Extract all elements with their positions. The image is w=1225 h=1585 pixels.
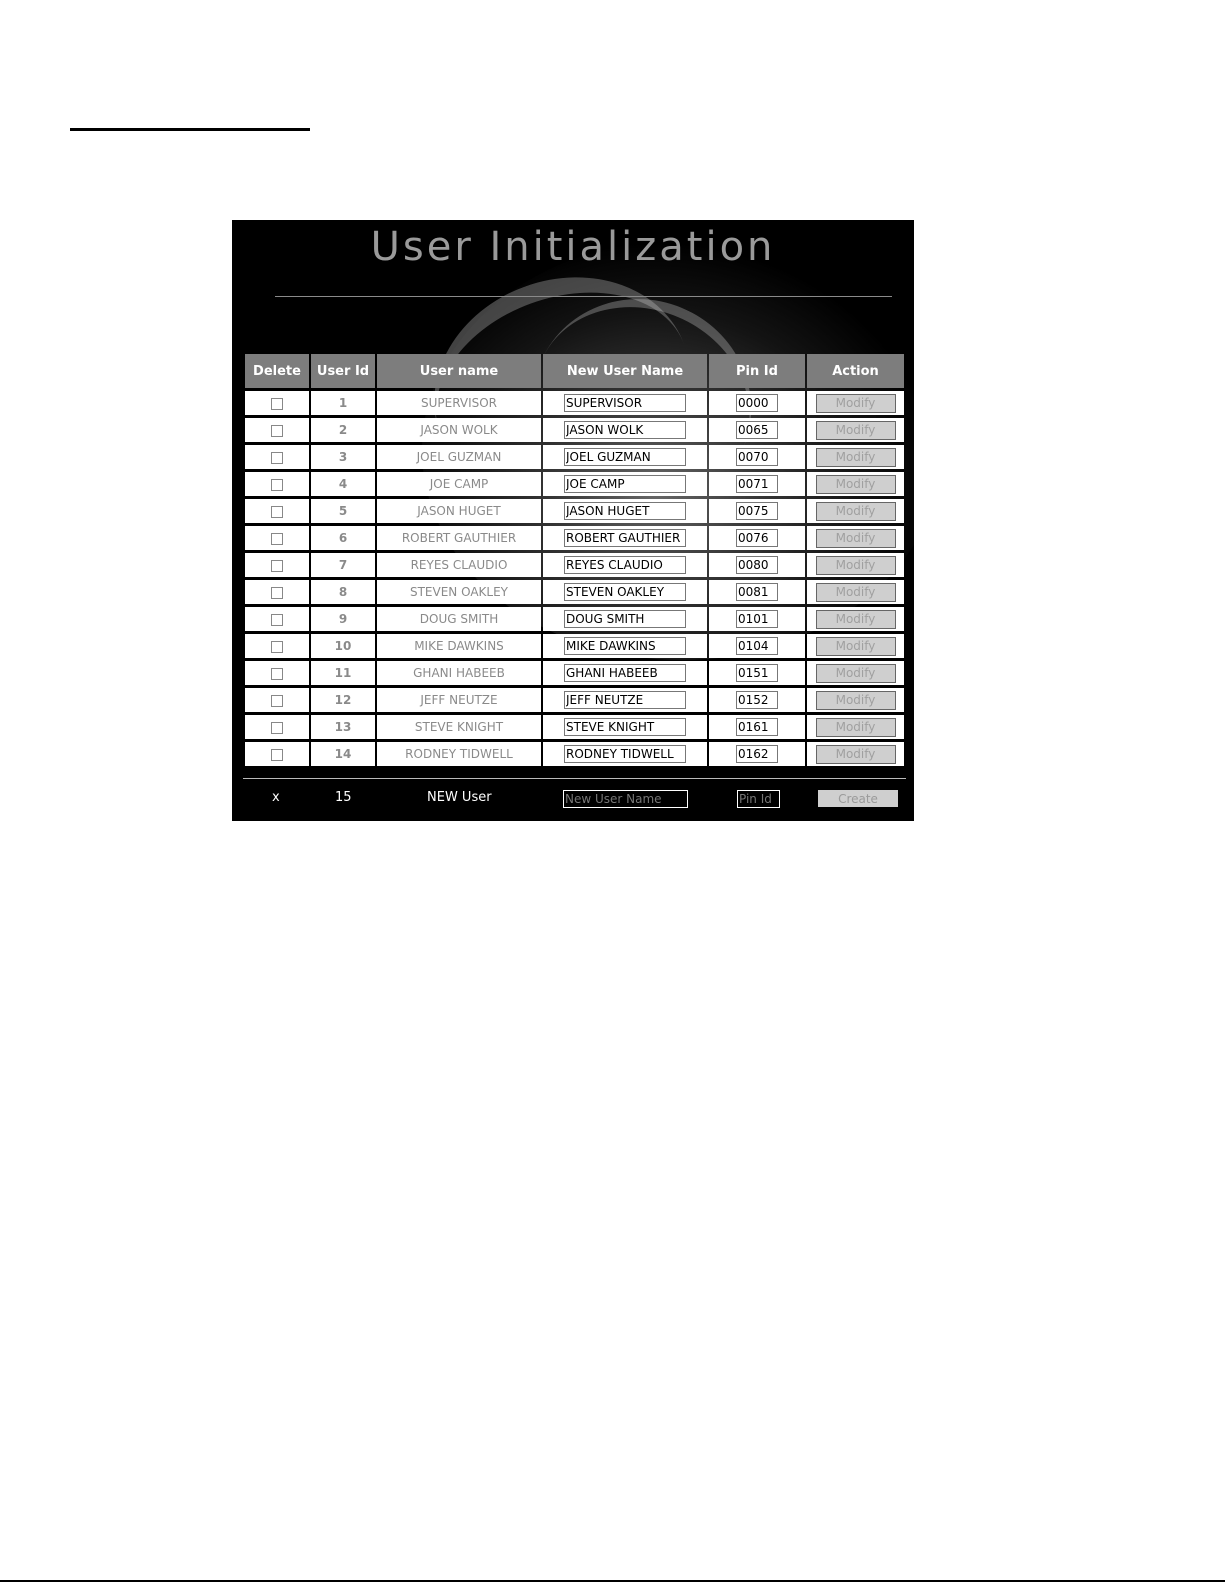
new-user-name-input[interactable] xyxy=(564,718,686,736)
new-user-name-input[interactable] xyxy=(564,502,686,520)
new-row-delete-mark: x xyxy=(272,790,280,805)
user-id-cell: 11 xyxy=(311,661,375,685)
header-action: Action xyxy=(807,354,904,388)
modify-button[interactable]: Modify xyxy=(816,718,896,737)
action-cell xyxy=(807,742,904,766)
pin-id-input[interactable] xyxy=(736,394,778,412)
new-user-name-input[interactable] xyxy=(564,745,686,763)
action-cell xyxy=(807,418,904,442)
user-name-cell: JOEL GUZMAN xyxy=(377,445,541,469)
pin-id-cell xyxy=(709,526,805,550)
table-header-row xyxy=(245,354,904,388)
pin-id-cell xyxy=(709,661,805,685)
header-user-id: User Id xyxy=(311,354,375,388)
user-id-cell: 1 xyxy=(311,391,375,415)
action-cell xyxy=(807,391,904,415)
modify-button[interactable]: Modify xyxy=(816,745,896,764)
user-name-cell: STEVE KNIGHT xyxy=(377,715,541,739)
new-user-name-input[interactable] xyxy=(564,529,686,547)
user-name-cell: JASON WOLK xyxy=(377,418,541,442)
pin-id-cell xyxy=(709,742,805,766)
modify-button[interactable]: Modify xyxy=(816,583,896,602)
table-row xyxy=(245,688,904,712)
delete-cell xyxy=(245,499,309,523)
table-row xyxy=(245,499,904,523)
new-row-user-id: 15 xyxy=(335,790,352,805)
pin-id-input[interactable] xyxy=(736,502,778,520)
user-name-cell: DOUG SMITH xyxy=(377,607,541,631)
modify-button[interactable]: Modify xyxy=(816,610,896,629)
user-name-cell: JASON HUGET xyxy=(377,499,541,523)
user-id-cell: 2 xyxy=(311,418,375,442)
pin-id-input[interactable] xyxy=(736,475,778,493)
pin-id-cell xyxy=(709,634,805,658)
new-user-name-input[interactable] xyxy=(564,664,686,682)
delete-checkbox[interactable] xyxy=(271,506,283,518)
pin-id-input[interactable] xyxy=(736,556,778,574)
table-row xyxy=(245,715,904,739)
delete-checkbox[interactable] xyxy=(271,452,283,464)
delete-checkbox[interactable] xyxy=(271,398,283,410)
pin-id-input[interactable] xyxy=(736,691,778,709)
delete-cell xyxy=(245,391,309,415)
delete-cell xyxy=(245,688,309,712)
delete-checkbox[interactable] xyxy=(271,668,283,680)
new-user-name-cell xyxy=(543,607,707,631)
delete-cell xyxy=(245,418,309,442)
new-user-name-input[interactable] xyxy=(563,790,688,808)
pin-id-cell xyxy=(709,472,805,496)
new-user-name-cell xyxy=(543,715,707,739)
user-id-cell: 6 xyxy=(311,526,375,550)
delete-checkbox[interactable] xyxy=(271,749,283,761)
user-name-cell: GHANI HABEEB xyxy=(377,661,541,685)
table-row xyxy=(245,418,904,442)
pin-id-cell xyxy=(709,391,805,415)
new-user-name-input[interactable] xyxy=(564,448,686,466)
action-cell xyxy=(807,526,904,550)
page-title: User Initialization xyxy=(370,224,776,270)
new-user-name-input[interactable] xyxy=(564,475,686,493)
new-user-name-cell xyxy=(543,553,707,577)
user-name-cell: SUPERVISOR xyxy=(377,391,541,415)
table-row xyxy=(245,472,904,496)
pin-id-input[interactable] xyxy=(736,448,778,466)
delete-checkbox[interactable] xyxy=(271,425,283,437)
action-cell xyxy=(807,715,904,739)
new-user-row xyxy=(232,786,914,816)
action-cell xyxy=(807,445,904,469)
user-id-cell: 5 xyxy=(311,499,375,523)
new-row-separator xyxy=(243,778,906,779)
modify-button[interactable]: Modify xyxy=(816,664,896,683)
delete-checkbox[interactable] xyxy=(271,695,283,707)
modify-button[interactable]: Modify xyxy=(816,502,896,521)
delete-checkbox[interactable] xyxy=(271,587,283,599)
top-rule xyxy=(70,128,310,131)
table-row xyxy=(245,526,904,550)
modify-button[interactable]: Modify xyxy=(816,637,896,656)
user-initialization-panel xyxy=(232,220,914,821)
action-cell xyxy=(807,553,904,577)
modify-button[interactable]: Modify xyxy=(816,691,896,710)
action-cell xyxy=(807,499,904,523)
new-user-name-cell xyxy=(543,580,707,604)
user-id-cell: 8 xyxy=(311,580,375,604)
pin-id-cell xyxy=(709,445,805,469)
delete-cell xyxy=(245,661,309,685)
new-user-name-cell xyxy=(543,391,707,415)
table-row xyxy=(245,391,904,415)
new-user-name-cell xyxy=(543,445,707,469)
delete-cell xyxy=(245,445,309,469)
user-name-cell: JEFF NEUTZE xyxy=(377,688,541,712)
modify-button[interactable]: Modify xyxy=(816,421,896,440)
pin-id-cell xyxy=(709,580,805,604)
new-user-name-input[interactable] xyxy=(564,394,686,412)
delete-checkbox[interactable] xyxy=(271,533,283,545)
pin-id-cell xyxy=(709,607,805,631)
pin-id-cell xyxy=(709,499,805,523)
user-id-cell: 9 xyxy=(311,607,375,631)
action-cell xyxy=(807,607,904,631)
new-row-user-name: NEW User xyxy=(427,790,492,805)
user-name-cell: REYES CLAUDIO xyxy=(377,553,541,577)
table-row xyxy=(245,445,904,469)
action-cell xyxy=(807,580,904,604)
delete-cell xyxy=(245,607,309,631)
table-row xyxy=(245,634,904,658)
pin-id-input[interactable] xyxy=(736,637,778,655)
new-user-name-cell xyxy=(543,634,707,658)
new-user-name-cell xyxy=(543,526,707,550)
user-id-cell: 4 xyxy=(311,472,375,496)
delete-cell xyxy=(245,715,309,739)
delete-cell xyxy=(245,553,309,577)
new-user-name-cell xyxy=(543,661,707,685)
table-row xyxy=(245,607,904,631)
user-id-cell: 10 xyxy=(311,634,375,658)
pin-id-cell xyxy=(709,553,805,577)
user-id-cell: 3 xyxy=(311,445,375,469)
modify-button[interactable]: Modify xyxy=(816,556,896,575)
table-row xyxy=(245,661,904,685)
new-pin-id-input[interactable] xyxy=(737,790,780,808)
create-button[interactable]: Create xyxy=(818,790,898,807)
table-row xyxy=(245,553,904,577)
action-cell xyxy=(807,688,904,712)
new-user-name-cell xyxy=(543,472,707,496)
pin-id-cell xyxy=(709,688,805,712)
delete-cell xyxy=(245,472,309,496)
pin-id-cell xyxy=(709,418,805,442)
new-user-name-cell xyxy=(543,688,707,712)
action-cell xyxy=(807,661,904,685)
delete-cell xyxy=(245,580,309,604)
user-name-cell: RODNEY TIDWELL xyxy=(377,742,541,766)
table-row xyxy=(245,742,904,766)
new-user-name-cell xyxy=(543,499,707,523)
pin-id-input[interactable] xyxy=(736,583,778,601)
bottom-rule xyxy=(0,1580,1225,1582)
delete-checkbox[interactable] xyxy=(271,560,283,572)
pin-id-input[interactable] xyxy=(736,421,778,439)
modify-button[interactable]: Modify xyxy=(816,394,896,413)
user-name-cell: STEVEN OAKLEY xyxy=(377,580,541,604)
new-user-name-cell xyxy=(543,742,707,766)
modify-button[interactable]: Modify xyxy=(816,529,896,548)
delete-checkbox[interactable] xyxy=(271,479,283,491)
new-user-name-input[interactable] xyxy=(564,556,686,574)
header-pin-id: Pin Id xyxy=(709,354,805,388)
delete-cell xyxy=(245,742,309,766)
pin-id-input[interactable] xyxy=(736,718,778,736)
action-cell xyxy=(807,634,904,658)
users-table xyxy=(243,351,906,769)
table-row xyxy=(245,580,904,604)
delete-checkbox[interactable] xyxy=(271,641,283,653)
delete-checkbox[interactable] xyxy=(271,614,283,626)
delete-cell xyxy=(245,634,309,658)
delete-checkbox[interactable] xyxy=(271,722,283,734)
header-user-name: User name xyxy=(377,354,541,388)
new-user-name-input[interactable] xyxy=(564,691,686,709)
user-id-cell: 13 xyxy=(311,715,375,739)
user-id-cell: 14 xyxy=(311,742,375,766)
modify-button[interactable]: Modify xyxy=(816,448,896,467)
new-user-name-input[interactable] xyxy=(564,583,686,601)
pin-id-input[interactable] xyxy=(736,610,778,628)
user-id-cell: 12 xyxy=(311,688,375,712)
pin-id-cell xyxy=(709,715,805,739)
new-user-name-input[interactable] xyxy=(564,637,686,655)
action-cell xyxy=(807,472,904,496)
modify-button[interactable]: Modify xyxy=(816,475,896,494)
pin-id-input[interactable] xyxy=(736,664,778,682)
pin-id-input[interactable] xyxy=(736,745,778,763)
new-user-name-input[interactable] xyxy=(564,610,686,628)
new-user-name-input[interactable] xyxy=(564,421,686,439)
user-name-cell: MIKE DAWKINS xyxy=(377,634,541,658)
header-new-user-name: New User Name xyxy=(543,354,707,388)
user-name-cell: ROBERT GAUTHIER xyxy=(377,526,541,550)
user-id-cell: 7 xyxy=(311,553,375,577)
user-name-cell: JOE CAMP xyxy=(377,472,541,496)
new-user-name-cell xyxy=(543,418,707,442)
pin-id-input[interactable] xyxy=(736,529,778,547)
title-divider xyxy=(275,296,892,297)
header-delete: Delete xyxy=(245,354,309,388)
delete-cell xyxy=(245,526,309,550)
